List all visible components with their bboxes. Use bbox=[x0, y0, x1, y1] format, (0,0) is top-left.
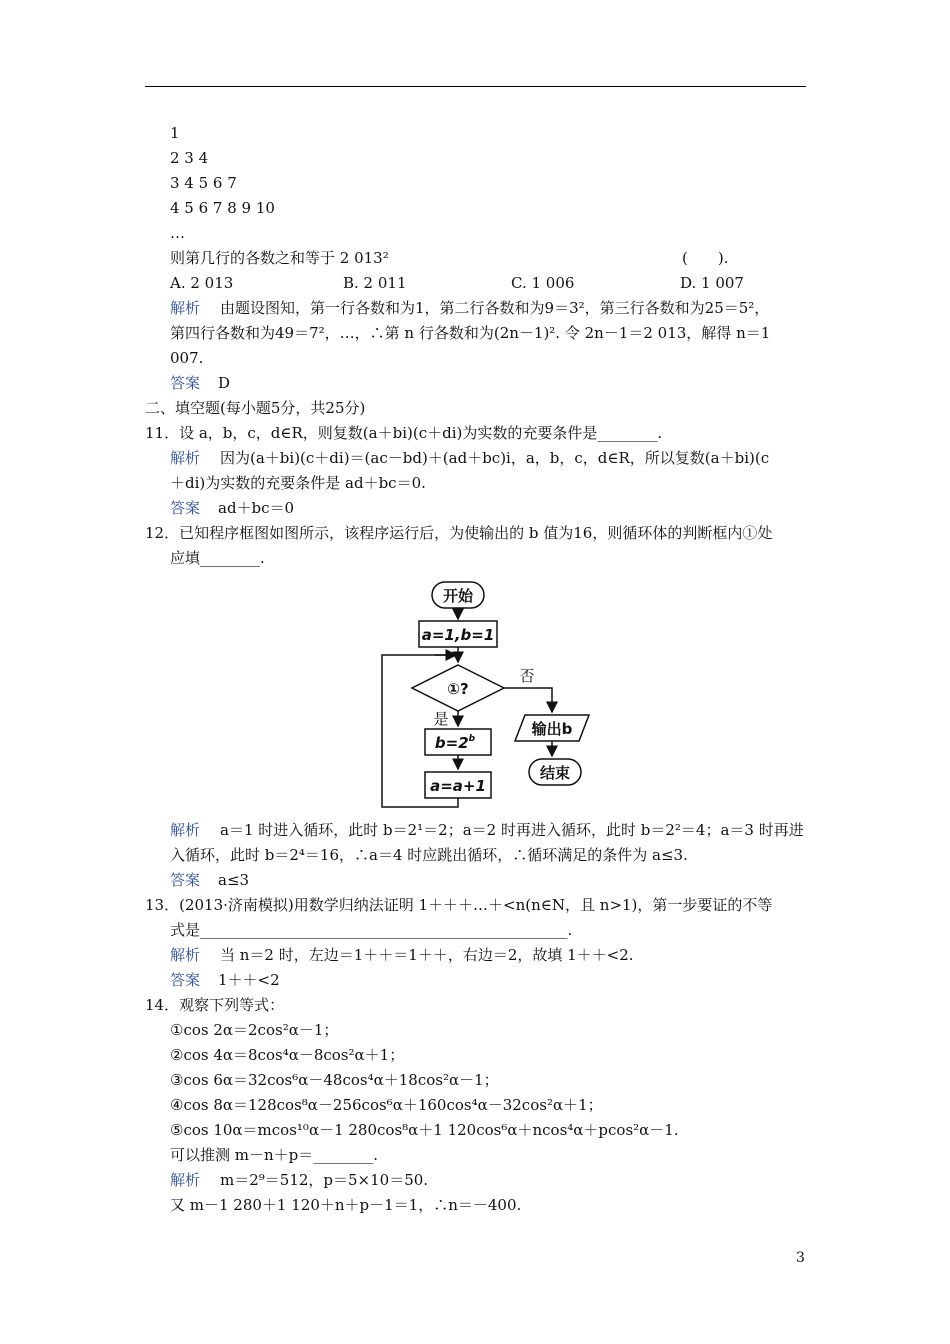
flowchart bbox=[375, 575, 610, 815]
q13-answer-label: 答案 bbox=[170, 971, 201, 989]
q12-answer-label: 答案 bbox=[170, 871, 201, 889]
q10-option-b: B. 2 011 bbox=[343, 274, 407, 292]
triangle-row-2: 2 3 4 bbox=[170, 149, 209, 167]
q13-question-2: 式是_________________________________________________. bbox=[170, 921, 573, 939]
q10-option-c: C. 1 006 bbox=[511, 274, 575, 292]
q12-question-1: 12．已知程序框图如图所示，该程序运行后，为使输出的 b 值为16，则循环体的判断框内①处 bbox=[145, 524, 773, 542]
flow-start-label: 开始 bbox=[442, 587, 474, 605]
q14-question: 14．观察下列等式： bbox=[145, 996, 285, 1014]
flow-no-label: 否 bbox=[519, 667, 535, 685]
q11-analysis-label: 解析 bbox=[170, 449, 201, 467]
q14-eq-1: ①cos 2α＝2cos²α－1； bbox=[170, 1021, 339, 1039]
q12-question-2: 应填________. bbox=[170, 549, 265, 567]
header-rule bbox=[145, 86, 806, 87]
q12-answer: a≤3 bbox=[218, 871, 250, 889]
flow-yes-label: 是 bbox=[433, 710, 449, 728]
q10-option-d: D. 1 007 bbox=[680, 274, 744, 292]
triangle-row-4: 4 5 6 7 8 9 10 bbox=[170, 199, 275, 217]
q13-question-1: 13．(2013·济南模拟)用数学归纳法证明 1＋＋＋…＋<n(n∈N，且 n>1)，第一步要证的不等 bbox=[145, 896, 773, 914]
q10-analysis-label: 解析 bbox=[170, 299, 201, 317]
triangle-row-1: 1 bbox=[170, 124, 180, 142]
q10-question: 则第几行的各数之和等于 2 013² bbox=[170, 249, 389, 267]
q11-answer: ad＋bc＝0 bbox=[218, 499, 295, 517]
q14-extra: 又 m－1 280＋1 120＋n＋p－1＝1，∴n＝－400. bbox=[170, 1196, 522, 1214]
section-heading: 二、填空题(每小题5分，共25分) bbox=[145, 399, 366, 417]
page-number: 3 bbox=[796, 1250, 805, 1266]
flow-end-label: 结束 bbox=[539, 764, 571, 782]
triangle-row-3: 3 4 5 6 7 bbox=[170, 174, 237, 192]
q13-analysis-label: 解析 bbox=[170, 946, 201, 964]
q12-analysis-2: 入循环，此时 b＝2⁴＝16，∴a＝4 时应跳出循环，∴循环满足的条件为 a≤3. bbox=[170, 846, 688, 864]
q14-analysis: m＝2⁹＝512，p＝5×10＝50. bbox=[220, 1171, 429, 1189]
q10-paren: ( ). bbox=[682, 249, 729, 267]
q12-analysis-label: 解析 bbox=[170, 821, 201, 839]
flow-assign-label: $b=2^b$ bbox=[434, 734, 476, 752]
q13-answer: 1＋＋<2 bbox=[218, 971, 280, 989]
q10-analysis-1: 由题设图知，第一行各数和为1，第二行各数和为9＝3²，第三行各数和为25＝5²， bbox=[220, 299, 770, 317]
q11-analysis-2: ＋di)为实数的充要条件是 ad＋bc＝0. bbox=[170, 474, 426, 492]
flow-output-label: 输出b bbox=[531, 720, 573, 738]
flow-init-label: a=1,b=1 bbox=[421, 626, 495, 644]
q14-eq-4: ④cos 8α＝128cos⁸α－256cos⁶α＋160cos⁴α－32cos²α＋1； bbox=[170, 1096, 603, 1114]
q14-eq-2: ②cos 4α＝8cos⁴α－8cos²α＋1； bbox=[170, 1046, 405, 1064]
q11-question: 11．设 a，b，c，d∈R，则复数(a＋bi)(c＋di)为实数的充要条件是________. bbox=[145, 424, 663, 442]
q13-analysis: 当 n＝2 时，左边＝1＋＋＝1＋＋，右边＝2，故填 1＋＋<2. bbox=[220, 946, 634, 964]
flow-increment-label: a=a+1 bbox=[430, 777, 486, 795]
q10-answer-label: 答案 bbox=[170, 374, 201, 392]
q10-analysis-2: 第四行各数和为49＝7²，…，∴第 n 行各数和为(2n－1)². 令 2n－1＝2 013，解得 n＝1 bbox=[170, 324, 771, 342]
flow-arrow-no bbox=[504, 688, 552, 712]
q10-answer: D bbox=[218, 374, 231, 392]
triangle-row-ellipsis: … bbox=[170, 224, 185, 242]
q14-analysis-label: 解析 bbox=[170, 1171, 201, 1189]
q10-analysis-3: 007. bbox=[170, 349, 204, 367]
q11-answer-label: 答案 bbox=[170, 499, 201, 517]
q14-infer: 可以推测 m－n＋p＝________. bbox=[170, 1146, 379, 1164]
q14-eq-3: ③cos 6α＝32cos⁶α－48cos⁴α＋18cos²α－1； bbox=[170, 1071, 499, 1089]
q11-analysis-1: 因为(a＋bi)(c＋di)＝(ac－bd)＋(ad＋bc)i，a，b，c，d∈R，所以复数(a＋bi)(c bbox=[220, 449, 770, 467]
q12-analysis-1: a＝1 时进入循环，此时 b＝2¹＝2；a＝2 时再进入循环，此时 b＝2²＝4；a＝3 时再进 bbox=[220, 821, 804, 839]
flow-cond-label: ①? bbox=[447, 680, 469, 698]
q14-eq-5: ⑤cos 10α＝mcos¹⁰α－1 280cos⁸α＋1 120cos⁶α＋ncos⁴α＋pcos²α－1. bbox=[170, 1121, 679, 1139]
q10-option-a: A. 2 013 bbox=[170, 274, 234, 292]
